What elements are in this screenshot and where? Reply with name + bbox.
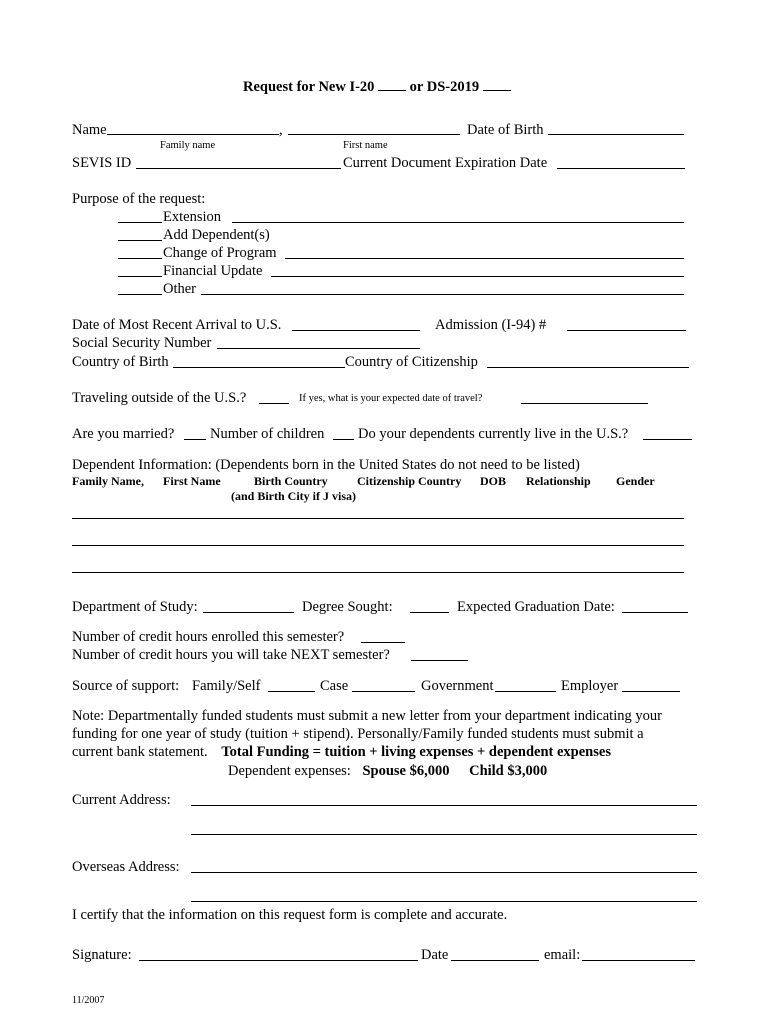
credits-this-semester-field[interactable] (361, 642, 405, 643)
purpose-add-dependent-label: Add Dependent(s) (163, 227, 270, 243)
department-label: Department of Study: (72, 599, 198, 615)
title-prefix: Request for New I-20 (243, 79, 375, 95)
spouse-expense: Spouse $6,000 (362, 763, 450, 779)
purpose-extension-field[interactable] (232, 222, 684, 223)
col-relationship: Relationship (526, 474, 591, 488)
arrival-field[interactable] (292, 330, 420, 331)
support-employer-field[interactable] (622, 691, 680, 692)
email-field[interactable] (582, 960, 695, 961)
support-case-label: Case (320, 678, 349, 694)
travel-label: Traveling outside of the U.S.? (72, 390, 247, 406)
note-line-3 (72, 745, 611, 760)
name-comma: , (279, 122, 283, 138)
ssn-label: Social Security Number (72, 335, 212, 351)
col-gender: Gender (616, 474, 655, 488)
form-title (243, 78, 511, 95)
married-field[interactable] (184, 439, 206, 440)
purpose-add-dependent-check[interactable] (118, 240, 162, 241)
dependent-expenses-label: Dependent expenses: (228, 763, 351, 779)
citizenship-field[interactable] (487, 367, 689, 368)
purpose-other-label: Other (163, 281, 197, 297)
degree-field[interactable] (410, 612, 449, 613)
note-line-4 (228, 764, 547, 779)
col-dob: DOB (480, 474, 507, 488)
dependents-live-field[interactable] (643, 439, 692, 440)
purpose-heading: Purpose of the request: (72, 191, 206, 207)
note-bank-statement: current bank statement. (72, 744, 208, 760)
family-name-caption: Family name (160, 140, 216, 151)
degree-label: Degree Sought: (302, 599, 393, 615)
ds2019-checkbox-line[interactable] (483, 78, 511, 91)
dob-field[interactable] (548, 134, 684, 135)
i20-checkbox-line[interactable] (378, 78, 406, 91)
children-field[interactable] (333, 439, 354, 440)
ssn-field[interactable] (217, 348, 420, 349)
birth-city-subnote: (and Birth City if J visa) (231, 489, 357, 503)
dependent-row-line[interactable] (72, 545, 684, 546)
current-address-line-1[interactable] (191, 805, 697, 806)
first-name-caption: First name (343, 140, 388, 151)
dependents-live-label: Do your dependents currently live in the U.S.? (358, 426, 629, 442)
credits-next-semester-field[interactable] (411, 660, 468, 661)
purpose-change-program-field[interactable] (285, 258, 684, 259)
col-birth-country: Birth Country (254, 474, 328, 488)
certify-statement: I certify that the information on this request form is complete and accurate. (72, 907, 508, 923)
dob-label: Date of Birth (467, 122, 544, 138)
graduation-label: Expected Graduation Date: (457, 599, 615, 615)
purpose-financial-update-check[interactable] (118, 276, 162, 277)
arrival-label: Date of Most Recent Arrival to U.S. (72, 317, 282, 333)
married-label: Are you married? (72, 426, 175, 442)
title-suffix: DS-2019 (426, 79, 480, 95)
footer-revision-date: 11/2007 (72, 995, 105, 1006)
current-address-line-2[interactable] (191, 834, 697, 835)
children-label: Number of children (210, 426, 325, 442)
dependent-info-heading: Dependent Information: (Dependents born in the United States do not need to be listed) (72, 457, 580, 473)
total-funding-formula: Total Funding = tuition + living expenses + dependent expenses (221, 744, 611, 760)
dependent-row-line[interactable] (72, 572, 684, 573)
support-employer-label: Employer (561, 678, 619, 694)
credits-next-semester-label: Number of credit hours you will take NEXT semester? (72, 647, 390, 663)
purpose-other-check[interactable] (118, 294, 162, 295)
purpose-extension-label: Extension (163, 209, 221, 225)
support-government-field[interactable] (495, 691, 556, 692)
purpose-other-field[interactable] (201, 294, 684, 295)
support-label: Source of support: (72, 678, 180, 694)
graduation-field[interactable] (622, 612, 688, 613)
purpose-change-program-label: Change of Program (163, 245, 277, 261)
expiration-field[interactable] (557, 168, 685, 169)
travel-date-field[interactable] (521, 403, 648, 404)
support-case-field[interactable] (352, 691, 415, 692)
support-family-self-label: Family/Self (192, 678, 261, 694)
first-name-field[interactable] (288, 134, 460, 135)
sevis-field[interactable] (136, 168, 341, 169)
title-middle: or (409, 79, 424, 95)
dependent-row-line[interactable] (72, 518, 684, 519)
purpose-extension-check[interactable] (118, 222, 162, 223)
citizenship-label: Country of Citizenship (345, 354, 478, 370)
credits-this-semester-label: Number of credit hours enrolled this semester? (72, 629, 345, 645)
col-family-name: Family Name, (72, 474, 144, 488)
signature-date-field[interactable] (451, 960, 539, 961)
col-citizenship-country: Citizenship Country (357, 474, 462, 488)
signature-label: Signature: (72, 947, 132, 963)
travel-followup-label: If yes, what is your expected date of travel? (299, 393, 483, 404)
support-family-self-field[interactable] (268, 691, 315, 692)
note-line-2: funding for one year of study (tuition + stipend). Personally/Family funded students must submit a (72, 726, 644, 742)
note-line-1: Note: Departmentally funded students must submit a new letter from your department indicating your (72, 708, 662, 724)
overseas-address-line-1[interactable] (191, 872, 697, 873)
current-address-label: Current Address: (72, 792, 171, 808)
overseas-address-line-2[interactable] (191, 901, 697, 902)
signature-field[interactable] (139, 960, 418, 961)
purpose-change-program-check[interactable] (118, 258, 162, 259)
family-name-field[interactable] (107, 134, 279, 135)
purpose-financial-update-field[interactable] (271, 276, 684, 277)
sevis-label: SEVIS ID (72, 155, 132, 171)
child-expense: Child $3,000 (469, 763, 548, 779)
signature-date-label: Date (421, 947, 449, 963)
country-birth-label: Country of Birth (72, 354, 169, 370)
travel-field[interactable] (259, 403, 289, 404)
admission-label: Admission (I-94) # (435, 317, 547, 333)
purpose-financial-update-label: Financial Update (163, 263, 263, 279)
support-government-label: Government (421, 678, 494, 694)
admission-field[interactable] (567, 330, 686, 331)
expiration-label: Current Document Expiration Date (343, 155, 548, 171)
overseas-address-label: Overseas Address: (72, 859, 180, 875)
department-field[interactable] (203, 612, 294, 613)
country-birth-field[interactable] (173, 367, 345, 368)
name-label: Name (72, 122, 107, 138)
email-label: email: (544, 947, 581, 963)
col-first-name: First Name (163, 474, 221, 488)
